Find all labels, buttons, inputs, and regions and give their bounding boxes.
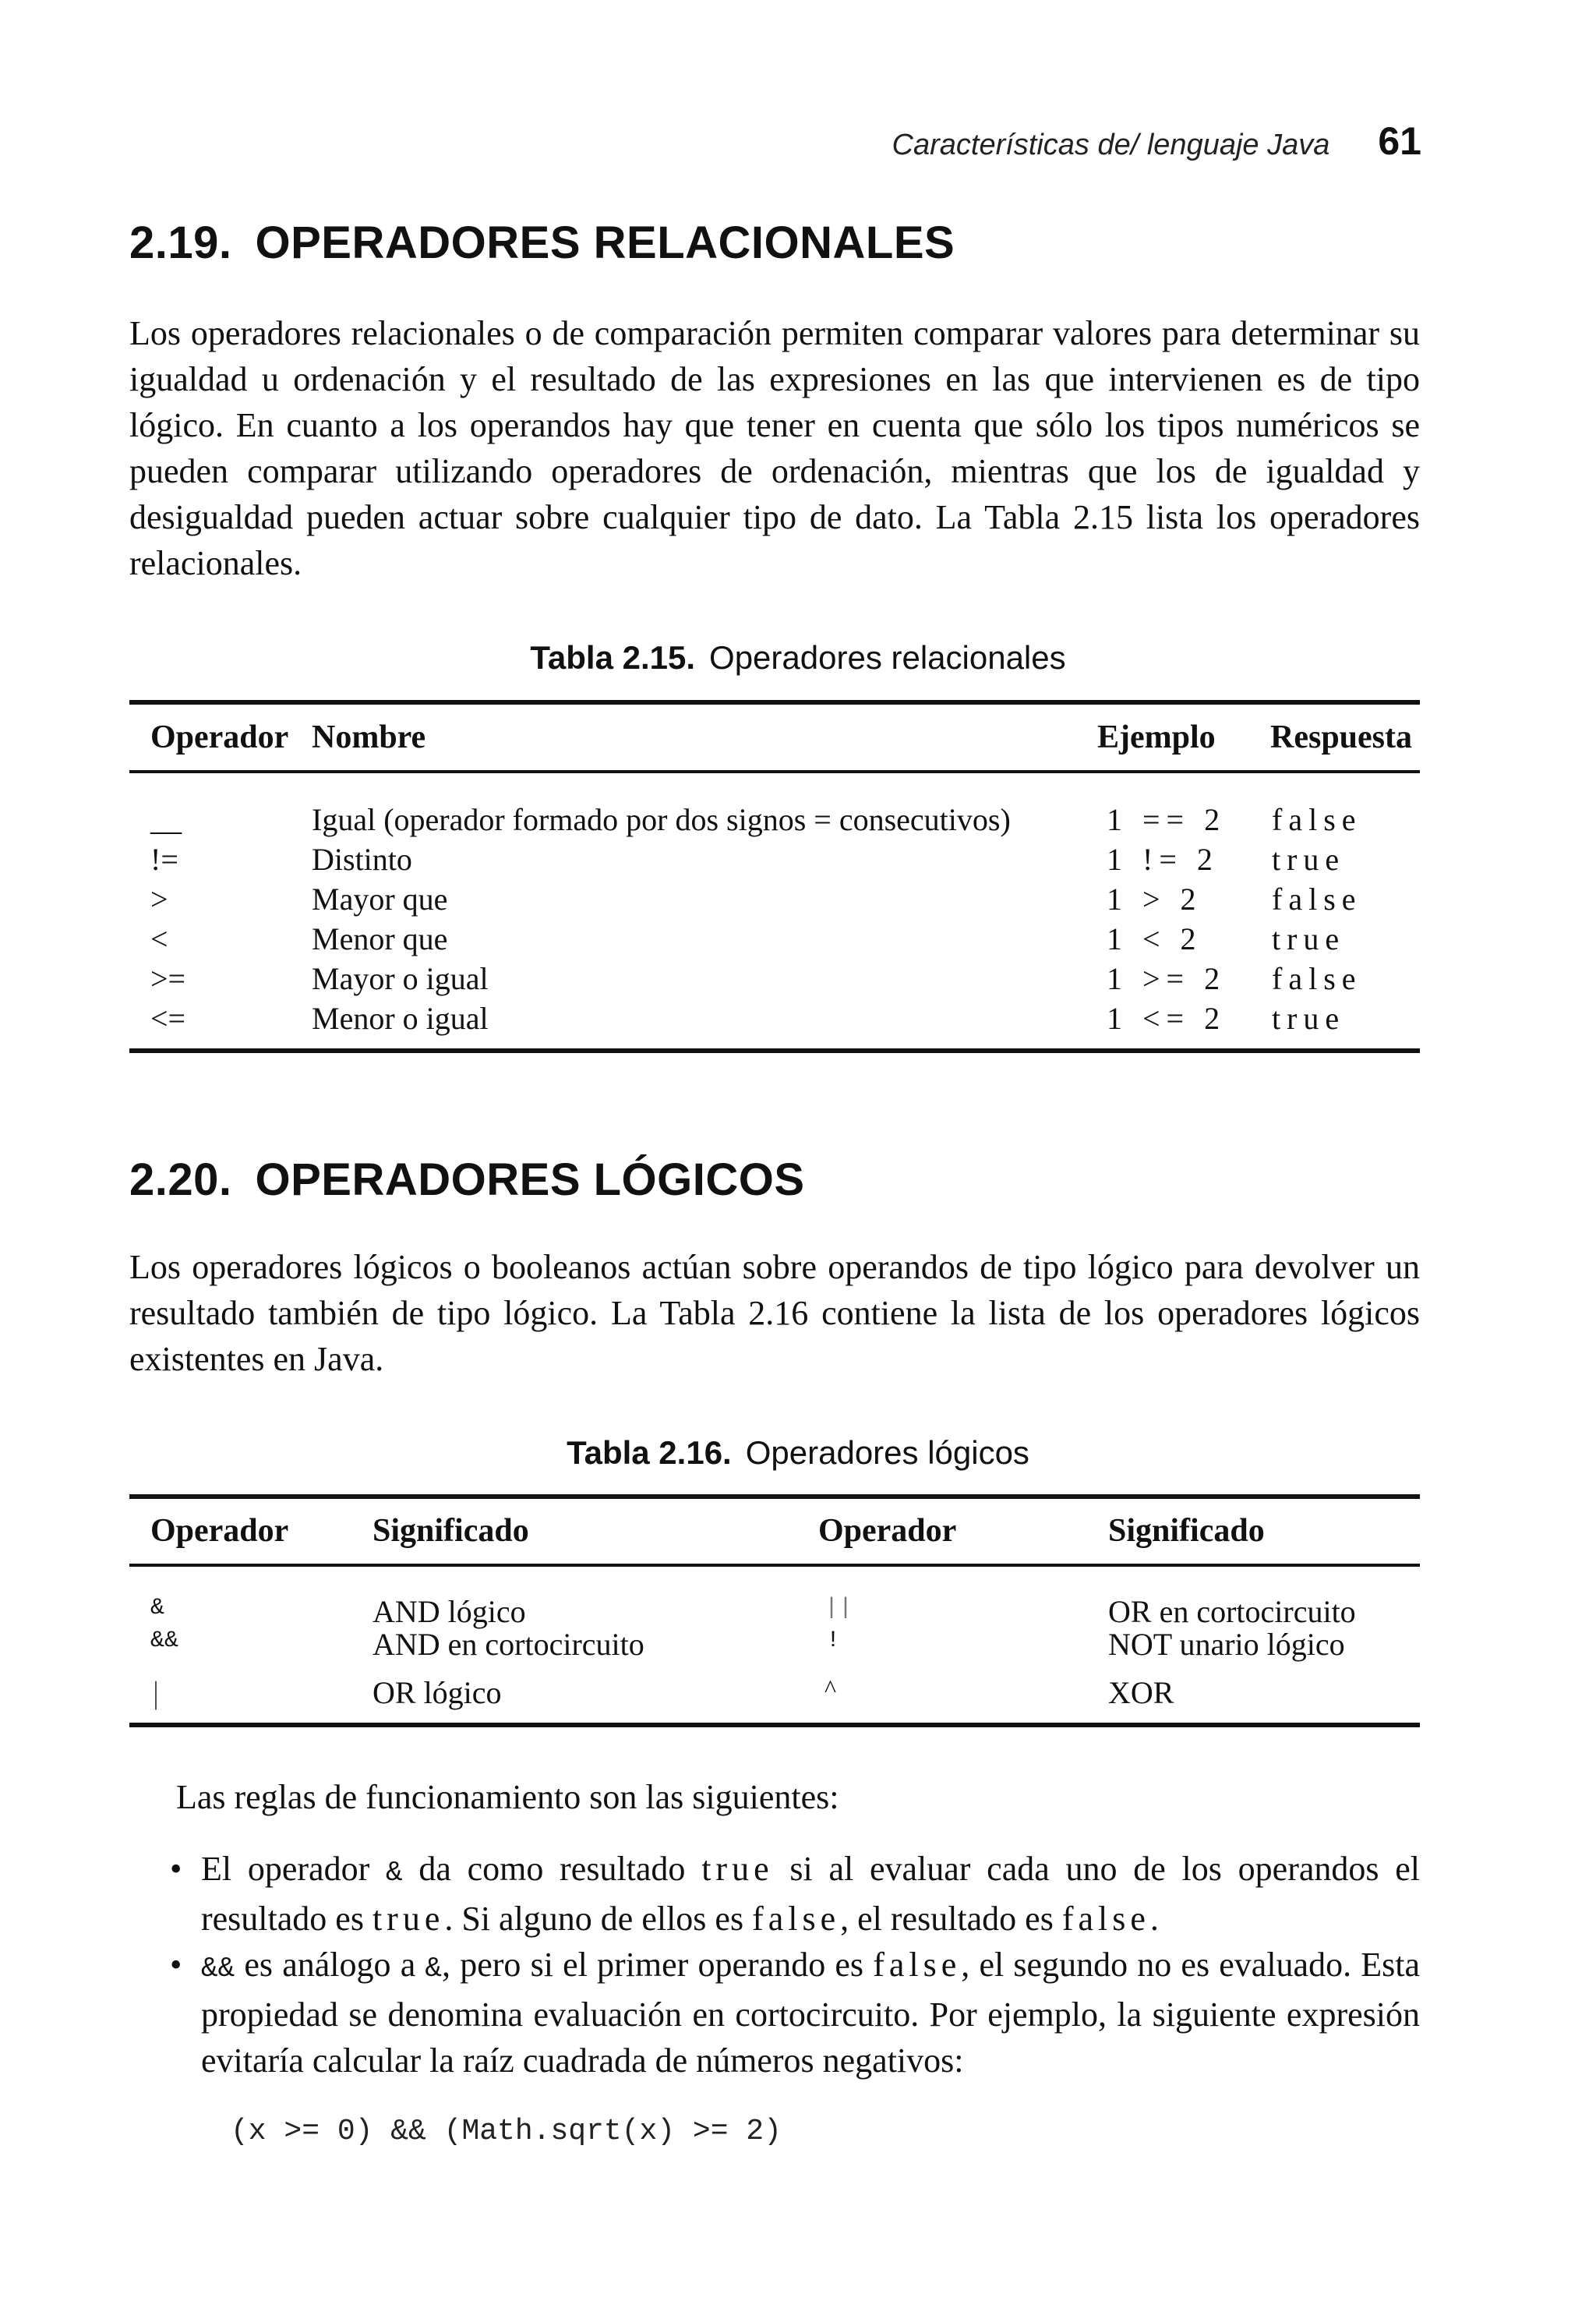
cell-answer: true: [1272, 1001, 1346, 1036]
cell-operator: __: [150, 802, 182, 837]
code-example: (x >= 0) && (Math.sqrt(x) >= 2): [231, 2115, 782, 2148]
cell-operator: !=: [150, 842, 178, 877]
inline-code: true: [701, 1850, 774, 1888]
inline-code: false: [1061, 1900, 1150, 1938]
section-heading-2-19: [129, 217, 955, 269]
text: , el resultado es: [840, 1900, 1062, 1938]
inline-code: false: [873, 1946, 962, 1984]
cell-operator: <: [150, 921, 168, 956]
cell-name: Distinto: [312, 842, 412, 877]
section-heading-2-20: [129, 1154, 805, 1206]
text: El operador: [201, 1850, 386, 1888]
header-significado: Significado: [373, 1513, 529, 1549]
section-title: OPERADORES LÓGICOS: [255, 1154, 805, 1205]
text: , el segundo no es evaluado. Esta propiedad se denomina evaluación en cortocircuito. Por ejemplo, la siguiente expresión evitaría calcular la raíz cuadrada de números negativos:: [201, 1946, 1421, 2080]
cell-answer: false: [1272, 882, 1362, 917]
list-item: [170, 1846, 1420, 1942]
table-top-rule: [129, 1494, 1420, 1499]
cell-answer: false: [1272, 961, 1362, 996]
cell-operator: ||: [824, 1595, 853, 1621]
running-title: Características de/ lenguaje Java: [892, 129, 1330, 161]
cell-meaning: XOR: [1108, 1675, 1174, 1710]
inline-code: true: [372, 1900, 445, 1938]
cell-name: Mayor que: [312, 882, 448, 917]
section-title: OPERADORES RELACIONALES: [255, 217, 955, 268]
cell-name: Igual (operador formado por dos signos = consecutivos): [312, 802, 1011, 837]
inline-code: &: [425, 1953, 443, 1985]
text: da como resultado: [402, 1850, 702, 1888]
section-number: 2.19.: [129, 217, 232, 268]
table-header-rule: [129, 770, 1420, 773]
cell-answer: true: [1272, 842, 1346, 877]
cell-meaning: AND en cortocircuito: [373, 1627, 644, 1662]
cell-operator: !: [826, 1628, 841, 1654]
cell-meaning: AND lógico: [373, 1594, 526, 1629]
caption-text: Operadores relacionales: [709, 639, 1066, 676]
cell-name: Menor que: [312, 921, 448, 956]
table-bottom-rule: [129, 1048, 1420, 1053]
caption-text: Operadores lógicos: [745, 1434, 1029, 1471]
inline-code: &&: [201, 1953, 235, 1985]
cell-operator: |: [153, 1675, 160, 1710]
bullet-icon: •: [170, 1850, 182, 1888]
caption-label: Tabla 2.16.: [567, 1434, 732, 1471]
cell-name: Menor o igual: [312, 1001, 489, 1036]
table-header-rule: [129, 1564, 1420, 1567]
running-header: [892, 118, 1421, 164]
text: , pero si el primer operando es: [442, 1946, 874, 1984]
table-bottom-rule: [129, 1723, 1420, 1727]
section-2-19-paragraph: Los operadores relacionales o de comparación permiten comparar valores para determinar su igualdad u ordenación y el resultado de las expresiones en las que intervienen es de tipo lógico. En cuanto a los operandos hay que tener en cuenta que sólo los tipos numéricos se pueden comparar utilizando operadores de ordenación, mientras que los de igualdad y desigualdad pueden actuar sobre cualquier tipo de dato. La Tabla 2.15 lista los operadores relacionales.: [129, 314, 1420, 582]
cell-operator: &&: [150, 1628, 179, 1654]
caption-label: Tabla 2.15.: [530, 639, 696, 676]
list-item: [170, 1942, 1420, 2084]
table-2-15-caption: [0, 639, 1596, 677]
header-nombre: Nombre: [312, 719, 426, 755]
cell-meaning: OR lógico: [373, 1675, 502, 1710]
cell-example: 1 >= 2: [1107, 961, 1227, 996]
cell-operator: >=: [150, 961, 186, 996]
cell-meaning: OR en cortocircuito: [1108, 1594, 1356, 1629]
inline-code: false: [752, 1900, 841, 1938]
header-respuesta: Respuesta: [1270, 719, 1413, 755]
cell-example: 1 == 2: [1107, 802, 1227, 837]
section-number: 2.20.: [129, 1154, 232, 1205]
page-number: 61: [1378, 119, 1421, 163]
table-2-16-caption: [0, 1434, 1596, 1472]
text: .: [1149, 1900, 1159, 1938]
cell-operator: >: [150, 882, 168, 917]
rules-list: [170, 1846, 1420, 2084]
section-2-20-paragraph: Los operadores lógicos o booleanos actúan sobre operandos de tipo lógico para devolver un resultado también de tipo lógico. La Tabla 2.16 contiene la lista de los operadores lógicos existentes en Java.: [129, 1248, 1420, 1378]
header-ejemplo: Ejemplo: [1097, 719, 1216, 755]
cell-operator: <=: [150, 1001, 186, 1036]
cell-answer: true: [1272, 921, 1346, 956]
cell-example: 1 < 2: [1107, 921, 1202, 956]
text: . Si alguno de ellos es: [444, 1900, 753, 1938]
cell-example: 1 != 2: [1107, 842, 1219, 877]
cell-operator: &: [150, 1595, 165, 1621]
cell-name: Mayor o igual: [312, 961, 489, 996]
header-operador: Operador: [150, 1513, 289, 1549]
cell-operator: ^: [824, 1674, 837, 1702]
cell-meaning: NOT unario lógico: [1108, 1627, 1345, 1662]
cell-answer: false: [1272, 802, 1362, 837]
text: si al evaluar cada uno de los operandos el resultado es: [201, 1850, 1421, 1938]
header-significado-2: Significado: [1108, 1513, 1265, 1549]
inline-code: &: [385, 1857, 403, 1889]
bullet-icon: •: [170, 1946, 182, 1984]
text: es análogo a: [235, 1946, 425, 1984]
cell-example: 1 <= 2: [1107, 1001, 1227, 1036]
header-operador-2: Operador: [818, 1513, 957, 1549]
table-top-rule: [129, 700, 1420, 705]
cell-example: 1 > 2: [1107, 882, 1202, 917]
rules-intro: Las reglas de funcionamiento son las siguientes:: [176, 1778, 839, 1816]
header-operador: Operador: [150, 719, 289, 755]
